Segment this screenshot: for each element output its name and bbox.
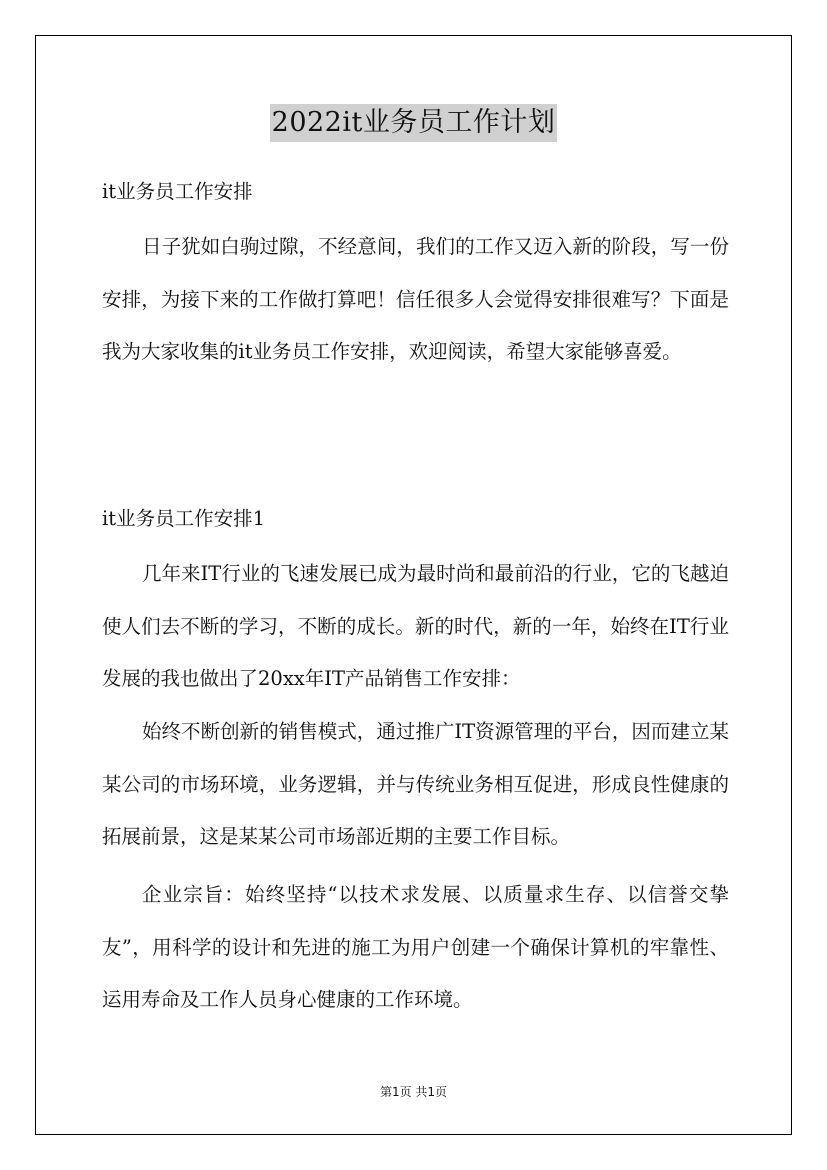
paragraph-1: 几年来IT行业的飞速发展已成为最时尚和最前沿的行业，它的飞越迫使人们去不断的学习，不断的成长。新的时代，新的一年，始终在IT行业发展的我也做出了20xx年IT产品销售工作安排： [102,562,729,690]
title-container [0,104,827,142]
paragraph-3: 企业宗旨：始终坚持“以技术求发展、以质量求生存、以信誉交挚友”，用科学的设计和先进的施工为用户创建一个确保计算机的牢靠性、运用寿命及工作人员身心健康的工作环境。 [102,883,729,1011]
intro-paragraph: 日子犹如白驹过隙，不经意间，我们的工作又迈入新的阶段，写一份安排，为接下来的工作做打算吧！信任很多人会觉得安排很难写？下面是我为大家收集的it业务员工作安排，欢迎阅读，希望大家能够喜爱。 [102,235,729,363]
page-footer: 第1页 共1页 [379,1085,448,1099]
document-title: 2022it业务员工作计划 [270,104,558,142]
paragraph-2: 始终不断创新的销售模式，通过推广IT资源管理的平台，因而建立某某公司的市场环境，业务逻辑，并与传统业务相互促进，形成良性健康的拓展前景，这是某某公司市场部近期的主要工作目标。 [102,720,729,848]
section-heading: it业务员工作安排 [102,180,253,203]
subheading: it业务员工作安排1 [102,507,265,530]
